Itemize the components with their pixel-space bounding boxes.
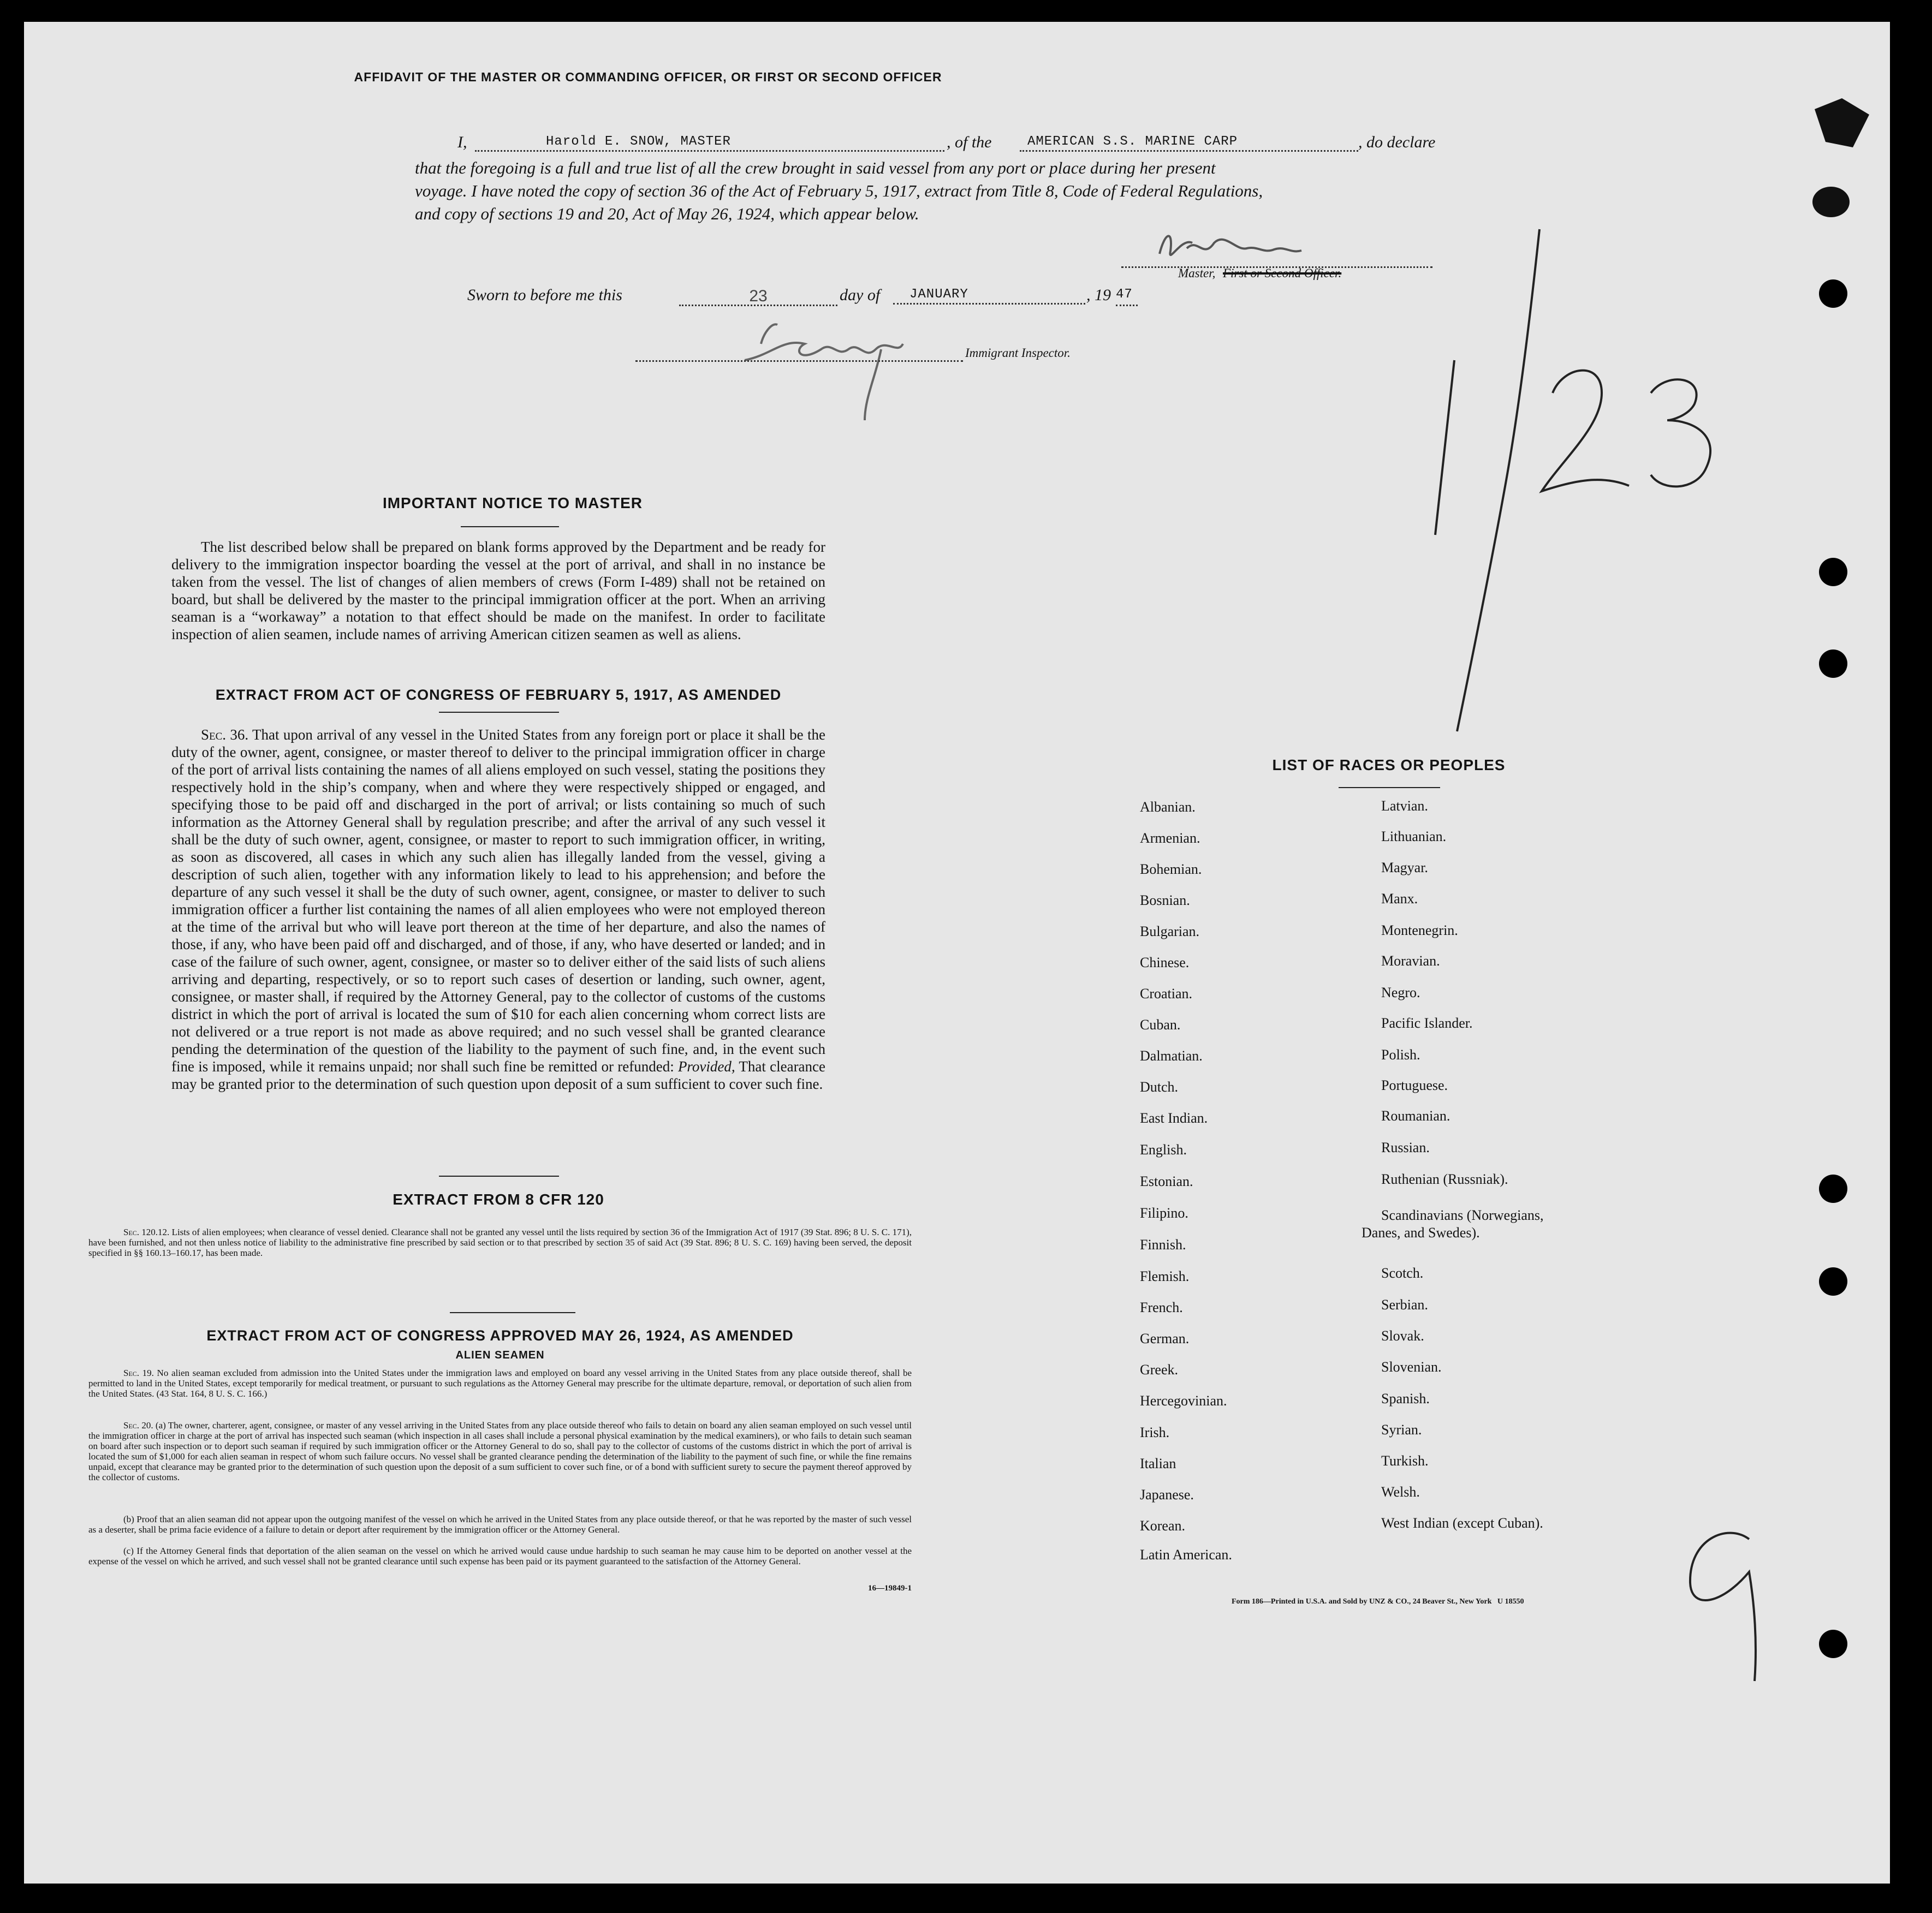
race-item: French.: [1140, 1300, 1183, 1315]
affidavit-i-label: I,: [457, 133, 467, 151]
race-item: Finnish.: [1140, 1237, 1186, 1253]
race-item: Montenegrin.: [1381, 922, 1458, 938]
affidavit-title: AFFIDAVIT OF THE MASTER OR COMMANDING OFFICER, OR FIRST OR SECOND OFFICER: [354, 70, 942, 84]
race-item: German.: [1140, 1331, 1190, 1346]
race-item: Flemish.: [1140, 1268, 1190, 1284]
race-item: Korean.: [1140, 1518, 1186, 1534]
cfr-title: EXTRACT FROM 8 CFR 120: [393, 1191, 604, 1208]
race-item: Slovenian.: [1381, 1359, 1442, 1375]
affidavit-line-3: voyage. I have noted the copy of section 36 of the Act of February 5, 1917, extract from Title 8, Code of Federal Regulations,: [415, 181, 1263, 200]
race-item: Magyar.: [1381, 860, 1428, 875]
handwritten-number-9: [1662, 1517, 1782, 1692]
inspector-label: Immigrant Inspector.: [965, 346, 1071, 360]
vessel-name-field: AMERICAN S.S. MARINE CARP: [1020, 134, 1358, 152]
section-20b-text: (b) Proof that an alien seaman did not appear upon the outgoing manifest of the vessel on which he arrived in the United States from any place outside thereof, or that he was reported by the master of such vessel as a deserter, shall be prima facie evidence of a failure to detain or deport after requirement by the immigration officer or the Attorney General.: [88, 1514, 912, 1535]
section-19-text: No alien seaman excluded from admission into the United States under the immigration laws and employed on board any vessel arriving in the United States from any place outside thereof, shall be permitted to land in the United States, except temporarily for medical treatment, or pursuant to such regulations as the Attorney General may prescribe for the ultimate departure, removal, or deportation of such alien from the United States. (43 Stat. 164, 8 U. S. C. 166.): [88, 1368, 912, 1399]
races-rule: [1339, 787, 1440, 788]
master-signature-scribble: [1149, 227, 1367, 270]
race-item: West Indian (except Cuban).: [1381, 1515, 1543, 1531]
race-item: Pacific Islander.: [1381, 1015, 1473, 1031]
race-item: Slovak.: [1381, 1328, 1424, 1344]
section-20-label: Sec. 20.: [123, 1420, 153, 1431]
inspector-signature-scribble: [739, 311, 968, 437]
race-item: Russian.: [1381, 1140, 1430, 1155]
officer-label-struck: First or Second Officer.: [1223, 266, 1342, 280]
race-item: Dutch.: [1140, 1079, 1179, 1095]
extract-1924-rule: [450, 1312, 575, 1313]
race-item: Latin American.: [1140, 1547, 1232, 1563]
binder-hole: [1819, 279, 1847, 308]
race-item: Hercegovinian.: [1140, 1393, 1227, 1409]
race-item: Irish.: [1140, 1425, 1170, 1440]
race-item: Welsh.: [1381, 1484, 1420, 1500]
section-20a-paragraph: [88, 1420, 912, 1482]
race-item: Bosnian.: [1140, 892, 1190, 908]
race-item: English.: [1140, 1142, 1187, 1158]
race-item: Lithuanian.: [1381, 829, 1447, 844]
binder-hole: [1819, 1630, 1847, 1658]
day-of-label: day of: [840, 286, 881, 304]
race-item: Negro.: [1381, 985, 1420, 1000]
binder-hole: [1819, 649, 1847, 678]
race-item: Chinese.: [1140, 955, 1190, 970]
race-item: Polish.: [1381, 1047, 1420, 1063]
cfr-section-text: Lists of alien employees; when clearance of vessel denied. Clearance shall not be granted any vessel until the lists required by section 36 of the Immigration Act of 1917 (39 Stat. 896; 8 U. S. C. 171), have been furnished, and not then unless notice of liability to the administrative fine prescribed by said section or to that prescribed by section 35 of said Act (39 Stat. 896; 8 U. S. C. 169) having been served, the deposit specified in §§ 160.13–160.17, has been made.: [88, 1227, 912, 1258]
sworn-label: Sworn to before me this: [467, 286, 622, 304]
document-page: [24, 22, 1890, 1884]
sworn-year-field: 47: [1116, 287, 1138, 306]
race-item: Croatian.: [1140, 986, 1193, 1002]
section-20c-text: (c) If the Attorney General finds that deportation of the alien seaman on the vessel on which he arrived would cause undue hardship to such seaman he may cause him to be deported on another vessel at the expense of the vessel on which he arrived, and such vessel shall not be granted clearance until such expense has been paid or its payment guaranteed to the satisfaction of the Attorney General.: [88, 1546, 912, 1566]
sworn-month-field: JANUARY: [893, 287, 1085, 305]
race-item: Armenian.: [1140, 830, 1200, 846]
section-36-text-end: That clearance may be granted prior to the determination of such question upon deposit of a sum sufficient to cover such fine.: [171, 1058, 826, 1092]
notice-title: IMPORTANT NOTICE TO MASTER: [382, 494, 643, 511]
section-36-text: That upon arrival of any vessel in the United States from any foreign port or place it shall be the duty of the owner, agent, consignee, or master thereof to deliver to the principal immigration officer in charge of the port of arrival lists containing the names of all aliens employed on such vessel, stating the positions they respectively hold in the ship’s company, when and where they were respectively shipped or engaged, and specifying those to be paid off and discharged in the port of arrival; or lists containing so much of such information as the Attorney General shall by regulation prescribe; and after the arrival of any such vessel it shall be the duty of such owner, agent, consignee, or master to report to such immigration officer, in writing, as soon as discovered, all cases in which any such alien has illegally landed from the vessel, giving a description of such alien, together with any information likely to lead to his apprehension; and before the departure of any such vessel it shall be the duty of such owner, agent, consignee, or master to deliver to such immigration officer a further list containing the names of all alien employees who were not employed thereon at the time of the arrival but who will leave port thereon at the time of her departure, and also the names of those, if any, who have been paid off and discharged, and of those, if any, who have deserted or landed; and in case of the failure of such owner, agent, consignee, or master so to deliver either of the said lists of such aliens arriving and departing, respectively, or so to report such cases of desertion or landing, such owner, agent, consignee, or master shall, if required by the Attorney General, pay to the collector of customs of the customs district in which the port of arrival is located the sum of $10 for each alien concerning whom correct lists are not delivered or a true report is not made as above required; and no such vessel shall be granted clearance pending the determination of the question of the liability to the payment of such fine, and, in the event such fine is imposed, while it remains unpaid; nor shall such fine be remitted or refunded:: [171, 726, 825, 1075]
cfr-paragraph: [88, 1227, 912, 1258]
race-item: Cuban.: [1140, 1017, 1181, 1033]
cfr-rule: [439, 1176, 559, 1177]
race-item: Dalmatian.: [1140, 1048, 1203, 1064]
notice-rule: [461, 526, 559, 527]
master-label: Master,: [1178, 266, 1216, 280]
race-item: Scotch.: [1381, 1265, 1424, 1281]
race-item: Syrian.: [1381, 1422, 1422, 1438]
race-item: Japanese.: [1140, 1487, 1194, 1503]
race-item: Roumanian.: [1381, 1108, 1451, 1124]
notice-text: The list described below shall be prepared on blank forms approved by the Department and be ready for delivery to the immigration inspector boarding the vessel at the port of arrival, and shall in no instance be taken from the vessel. The list of changes of alien members of crews (Form I-489) shall not be retained on board, but shall be delivered by the master to the principal immigration officer at the port. When an arriving seaman is a “workaway” a notation to that effect should be made on the manifest. In order to facilitate inspection of alien seamen, include names of arriving American citizen seamen as well as aliens.: [171, 539, 825, 642]
binder-hole: [1819, 558, 1847, 586]
race-item: Albanian.: [1140, 799, 1196, 815]
stain-mark-2: [1809, 180, 1853, 224]
alien-seamen-subtitle: ALIEN SEAMEN: [455, 1349, 545, 1361]
race-item: Moravian.: [1381, 953, 1440, 969]
race-item: Greek.: [1140, 1362, 1179, 1378]
race-item: Serbian.: [1381, 1297, 1428, 1313]
race-item: Bulgarian.: [1140, 923, 1200, 939]
affidavit-do-declare: , do declare: [1358, 133, 1436, 151]
race-item: Spanish.: [1381, 1391, 1430, 1407]
section-19-paragraph: [88, 1368, 912, 1399]
form-code: 16—19849-1: [868, 1584, 912, 1593]
race-item: Latvian.: [1381, 798, 1428, 814]
master-name-field: Harold E. SNOW, MASTER: [475, 134, 944, 152]
affidavit-line-4: and copy of sections 19 and 20, Act of May 26, 1924, which appear below.: [415, 204, 919, 223]
race-item: Turkish.: [1381, 1453, 1429, 1469]
race-item: Portuguese.: [1381, 1077, 1448, 1093]
extract-1917-rule: [439, 712, 559, 713]
race-item: Manx.: [1381, 891, 1418, 907]
section-19-label: Sec. 19.: [123, 1368, 154, 1378]
stain-mark: [1809, 93, 1880, 158]
binder-hole: [1819, 1175, 1847, 1203]
section-20a-text: (a) The owner, charterer, agent, consignee, or master of any vessel arriving in the United States from any place outside thereof who fails to detain on board any alien seaman employed on such vessel until the immigration officer in charge at the port of arrival has inspected such seaman (which inspection in all cases shall include a personal physical examination by the medical examiners), or who fails to detain such seaman on board after such inspection or to deport such seaman if required by such immigration officer or the Attorney General to do so, shall pay to the collector of customs of the customs district in which the port of arrival is located the sum of $1,000 for each alien seaman in respect of whom such failure occurs. No vessel shall be granted clearance pending the determination of the liability to the payment of such fine, or while the fine remains unpaid, except that clearance may be granted prior to the determination of such question upon the deposit of a sum sufficient to cover such fine, or of a bond with sufficient surety to secure the payment thereof approved by the collector of customs.: [88, 1420, 912, 1482]
year-prefix: , 19: [1086, 286, 1111, 304]
cfr-section-label: Sec. 120.12.: [123, 1227, 170, 1237]
binder-hole: [1819, 1267, 1847, 1296]
section-36-paragraph: [171, 726, 825, 1093]
form-footer: Form 186—Printed in U.S.A. and Sold by UNZ & CO., 24 Beaver St., New York U 18550: [1232, 1598, 1524, 1606]
race-item: Italian: [1140, 1456, 1176, 1471]
race-item: Danes, and Swedes).: [1362, 1225, 1480, 1241]
provided-label: Provided,: [677, 1058, 735, 1075]
section-36-label: Sec. 36.: [201, 726, 249, 743]
extract-1924-title: EXTRACT FROM ACT OF CONGRESS APPROVED MAY 26, 1924, AS AMENDED: [206, 1327, 794, 1344]
race-item: East Indian.: [1140, 1110, 1208, 1126]
affidavit-of-the: , of the: [947, 133, 992, 151]
affidavit-line-2: that the foregoing is a full and true list of all the crew brought in said vessel from any port or place during her present: [415, 158, 1216, 177]
races-title: LIST OF RACES OR PEOPLES: [1272, 756, 1506, 773]
race-item: Estonian.: [1140, 1173, 1193, 1189]
handwritten-date-1-23: [1345, 229, 1782, 764]
race-item: Ruthenian (Russniak).: [1381, 1171, 1508, 1187]
inspector-signature-line: [635, 344, 963, 362]
race-item: Bohemian.: [1140, 861, 1202, 877]
race-item: Filipino.: [1140, 1205, 1188, 1221]
extract-1917-title: EXTRACT FROM ACT OF CONGRESS OF FEBRUARY 5, 1917, AS AMENDED: [215, 687, 782, 703]
sworn-day-field: 23: [679, 287, 837, 306]
race-item: Scandinavians (Norwegians,: [1381, 1207, 1544, 1223]
